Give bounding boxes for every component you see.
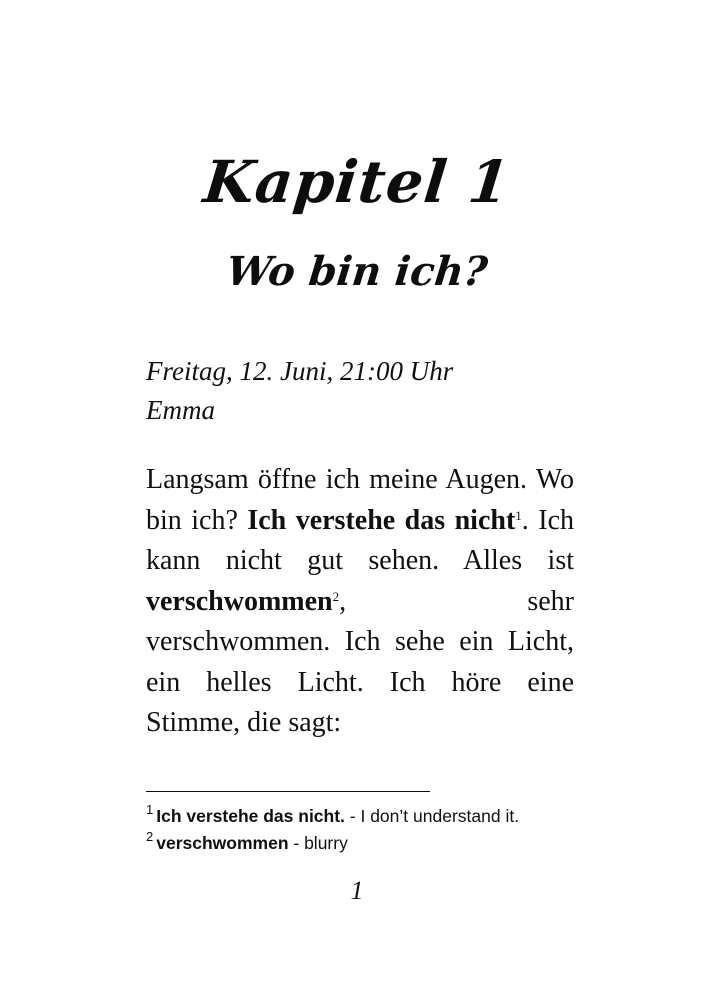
footnote-translation: - blurry	[288, 833, 348, 853]
footnote-number: 2	[146, 829, 154, 844]
dateline-name: Emma	[146, 395, 215, 425]
footnote-term: verschwommen	[156, 833, 289, 853]
footnote-item	[146, 803, 666, 830]
body-text-part: , sehr verschwommen. Ich sehe ein Licht, ein helles Licht. Ich höre eine Stimme, die sagt:	[146, 585, 574, 738]
chapter-title: Kapitel 1	[200, 148, 514, 216]
vocab-term-2: verschwommen	[146, 585, 333, 617]
body-paragraph	[146, 460, 574, 744]
vocab-term-1: Ich verstehe das nicht	[247, 504, 516, 536]
dateline	[146, 352, 453, 430]
footnotes	[146, 803, 666, 857]
dateline-date: Freitag, 12. Juni, 21:00 Uhr	[146, 356, 454, 386]
footnote-divider	[146, 791, 430, 792]
footnote-ref-1[interactable]: 1	[515, 507, 522, 523]
body-text-part: . Ich kann nicht gut sehen. Alles ist	[146, 504, 574, 576]
footnote-item	[146, 830, 666, 857]
page-number: 1	[350, 876, 364, 905]
chapter-subtitle: Wo bin ich?	[224, 248, 490, 295]
footnote-ref-2[interactable]: 2	[332, 588, 340, 604]
footnote-translation: - I don’t understand it.	[344, 806, 520, 826]
body-text-part: Langsam öffne ich meine Augen. Wo bin ich?	[146, 464, 574, 536]
footnote-number: 1	[146, 802, 154, 817]
footnote-term: Ich verstehe das nicht.	[156, 806, 345, 826]
